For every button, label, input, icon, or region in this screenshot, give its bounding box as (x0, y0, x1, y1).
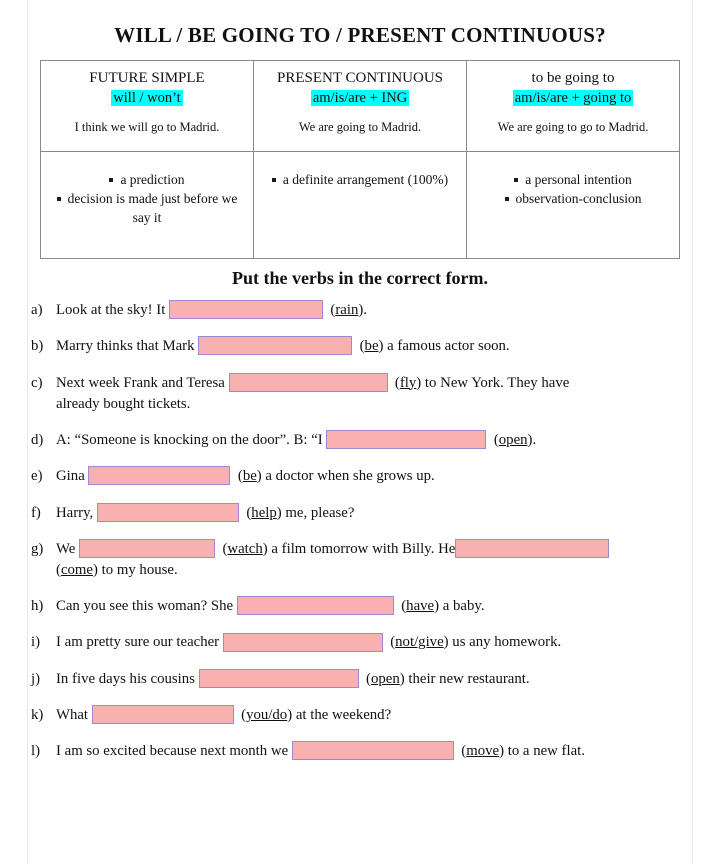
item-body (56, 337, 688, 356)
list-item (47, 189, 247, 227)
answer-blank[interactable] (198, 336, 352, 355)
hint-close-paren: ) (92, 561, 98, 578)
answer-blank[interactable] (92, 705, 234, 724)
hint-open-paren: ( (222, 540, 228, 557)
hint-open-paren: ( (366, 670, 371, 687)
sentence-text-after: a baby. (439, 598, 485, 615)
verb-hint (222, 541, 267, 557)
exercise-item-list (0, 301, 720, 761)
sentence-text-after: a doctor when she grows up. (261, 468, 435, 485)
item-label: b) (31, 338, 44, 355)
exercise-item (0, 504, 720, 523)
item-body (56, 467, 688, 486)
use-text: a prediction (120, 172, 185, 188)
sentence-text-before: I am so excited because next month we (56, 743, 289, 760)
hint-verb: not/give (395, 634, 444, 651)
hint-open-paren: ( (237, 468, 243, 485)
sentence-text-before: Can you see this woman? She (56, 598, 234, 615)
list-item (473, 189, 673, 208)
verb-hint (494, 432, 536, 448)
item-label: k) (31, 706, 44, 723)
hint-close-paren: ) (434, 598, 440, 615)
hint-close-paren: ) (378, 338, 384, 355)
hint-verb: help (251, 504, 277, 521)
uses-list-future-simple (47, 170, 247, 227)
page-title: WILL / BE GOING TO / PRESENT CONTINUOUS? (114, 23, 606, 47)
uses-list-going-to (473, 170, 673, 208)
hint-open-paren: ( (394, 374, 400, 391)
sentence-text-after: at the weekend? (292, 706, 392, 723)
sentence-text-before: Next week Frank and Teresa (56, 374, 225, 391)
sentence-continuation-line (56, 561, 688, 580)
answer-blank[interactable] (169, 300, 323, 319)
hint-open-paren: ( (390, 634, 396, 651)
list-item (47, 170, 247, 189)
hint-verb: have (406, 598, 435, 615)
verb-hint (366, 671, 405, 687)
exercise-item (0, 597, 720, 616)
tense-name-present-continuous: PRESENT CONTINUOUS (277, 70, 443, 87)
use-text: decision is made just before we say it (67, 191, 238, 226)
hint-open-paren: ( (56, 561, 61, 578)
verb-hint (360, 338, 384, 354)
item-label: i) (31, 634, 41, 651)
answer-blank[interactable] (79, 539, 215, 558)
hint-open-paren: ( (246, 504, 252, 521)
square-bullet-icon (272, 178, 276, 182)
hint-close-paren: ) (276, 504, 282, 521)
answer-blank[interactable] (326, 430, 486, 449)
item-body (56, 540, 688, 580)
hint-verb: move (466, 743, 500, 760)
answer-blank[interactable] (292, 741, 454, 760)
hint-verb: open (498, 432, 528, 449)
exercise-instruction: Put the verbs in the correct form. (231, 268, 489, 289)
hint-verb: open (370, 670, 400, 687)
item-body (56, 706, 688, 725)
exercise-item (0, 374, 720, 414)
hint-close-paren: ) (443, 634, 449, 651)
verb-hint (330, 302, 367, 318)
verb-hint (390, 634, 448, 650)
hint-verb: be (364, 338, 379, 355)
hint-open-paren: ( (241, 706, 247, 723)
answer-blank[interactable] (88, 466, 230, 485)
item-body (56, 633, 688, 652)
highlight-formula-going-to: am/is/are + going to (514, 89, 632, 106)
item-label: h) (31, 598, 44, 615)
table-row-headers (41, 61, 680, 152)
uses-cell-future-simple (41, 152, 254, 259)
uses-cell-present-continuous (254, 152, 467, 259)
tense-cell-future-simple (41, 61, 254, 152)
hint-verb: watch (227, 540, 263, 557)
answer-blank[interactable] (223, 633, 383, 652)
sentence-text-before: Marry thinks that Mark (56, 338, 195, 355)
hint-open-paren: ( (461, 743, 467, 760)
tense-cell-going-to (467, 61, 680, 152)
sentence-text-after: us any homework. (448, 634, 562, 651)
exercise-item (0, 431, 720, 450)
answer-blank[interactable] (237, 596, 394, 615)
item-body (56, 504, 688, 523)
hint-close-paren: ) (416, 374, 422, 391)
item-label: j) (31, 670, 41, 687)
sentence-continuation-line: already bought tickets. (56, 395, 191, 412)
square-bullet-icon (514, 178, 518, 182)
tense-example-present-continuous: We are going to Madrid. (298, 119, 422, 134)
item-body (56, 301, 688, 320)
sentence-text-after: to a new flat. (504, 743, 585, 760)
tense-name-future-simple: FUTURE SIMPLE (89, 70, 205, 87)
sentence-text-after: a film tomorrow with Billy. He (267, 540, 456, 557)
sentence-text-before: What (56, 706, 89, 723)
tense-formula-present-continuous (260, 89, 460, 108)
answer-blank[interactable] (229, 373, 388, 392)
sentence-text-before: Harry, (56, 504, 94, 521)
table-row-uses (41, 152, 680, 259)
tense-comparison-table (40, 60, 680, 259)
item-label: g) (31, 540, 44, 557)
item-label: d) (31, 432, 44, 449)
hint-close-paren: ). (527, 432, 537, 449)
exercise-item (0, 467, 720, 486)
list-item (260, 170, 460, 189)
sentence-text-after: to New York. They have (421, 374, 570, 391)
uses-list-present-continuous (260, 170, 460, 189)
hint-open-paren: ( (493, 432, 499, 449)
highlight-formula-present-continuous: am/is/are + ING (312, 89, 408, 106)
item-body (56, 597, 688, 616)
square-bullet-icon (505, 197, 509, 201)
use-text: a definite arrangement (100%) (282, 172, 449, 188)
answer-blank-secondary[interactable] (455, 539, 609, 558)
exercise-item (0, 633, 720, 652)
sentence-text-before: In five days his cousins (56, 670, 195, 687)
hint-verb: be (242, 468, 257, 485)
tense-example-going-to: We are going to go to Madrid. (497, 119, 649, 134)
hint-open-paren: ( (330, 302, 336, 319)
tense-formula-future-simple (47, 89, 247, 108)
sentence-text-after: to my house. (97, 561, 178, 578)
uses-cell-going-to (467, 152, 680, 259)
hint-close-paren: ) (399, 670, 405, 687)
hint-verb: rain (335, 302, 359, 319)
square-bullet-icon (57, 197, 61, 201)
hint-close-paren: ) (262, 540, 268, 557)
item-label: c) (31, 374, 43, 391)
answer-blank[interactable] (199, 669, 359, 688)
sentence-text-before: A: “Someone is knocking on the door”. B: “I (56, 432, 323, 449)
exercise-item (0, 540, 720, 580)
sentence-text-after: a famous actor soon. (383, 338, 510, 355)
square-bullet-icon (109, 178, 113, 182)
tense-formula-going-to (473, 89, 673, 108)
highlight-formula-future-simple: will / won’t (113, 89, 181, 106)
sentence-text-before: We (56, 540, 76, 557)
item-body (56, 670, 688, 689)
item-label: l) (31, 743, 41, 760)
sentence-text-before: Gina (56, 468, 85, 485)
verb-hint (246, 505, 281, 521)
hint-open-paren: ( (401, 598, 407, 615)
exercise-item (0, 670, 720, 689)
hint-close-paren: ) (256, 468, 262, 485)
item-label: a) (31, 302, 43, 319)
exercise-item (0, 301, 720, 320)
exercise-item (0, 706, 720, 725)
tense-example-future-simple: I think we will go to Madrid. (74, 119, 220, 134)
tense-name-going-to: to be going to (531, 70, 615, 87)
verb-hint (395, 375, 421, 391)
use-text: observation-conclusion (515, 191, 642, 207)
exercise-item (0, 742, 720, 761)
hint-close-paren: ) (499, 743, 505, 760)
tense-cell-present-continuous (254, 61, 467, 152)
item-body (56, 431, 688, 450)
use-text: a personal intention (525, 172, 632, 188)
exercise-item (0, 337, 720, 356)
list-item (473, 170, 673, 189)
sentence-text-before: Look at the sky! It (56, 302, 166, 319)
verb-hint (401, 598, 439, 614)
hint-close-paren: ) (287, 706, 293, 723)
hint-open-paren: ( (359, 338, 365, 355)
verb-hint (238, 468, 262, 484)
hint-close-paren: ). (358, 302, 368, 319)
item-label: f) (31, 504, 41, 521)
hint-verb: you/do (246, 706, 288, 723)
sentence-text-before: I am pretty sure our teacher (56, 634, 220, 651)
hint-verb: come (60, 561, 93, 578)
answer-blank[interactable] (97, 503, 239, 522)
hint-verb: fly (399, 374, 417, 391)
verb-hint (241, 707, 292, 723)
item-label: e) (31, 468, 43, 485)
verb-hint (461, 743, 504, 759)
sentence-text-after: me, please? (281, 504, 355, 521)
sentence-text-after: their new restaurant. (404, 670, 530, 687)
item-body (56, 374, 688, 414)
item-body (56, 742, 688, 761)
